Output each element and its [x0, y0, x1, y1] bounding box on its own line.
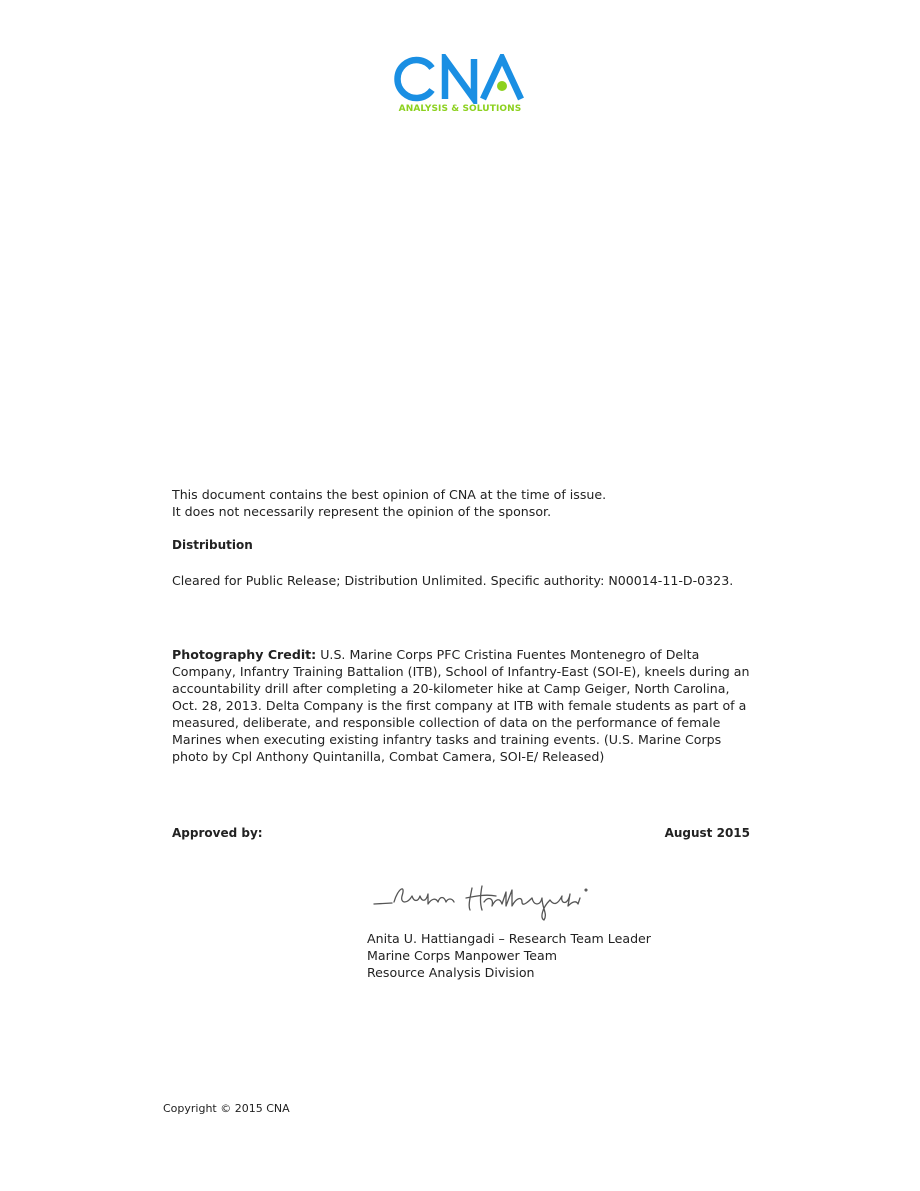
- distribution-heading: Distribution: [172, 538, 253, 552]
- logo-dot: [497, 81, 507, 91]
- photo-credit-text: U.S. Marine Corps PFC Cristina Fuentes Montenegro of Delta Company, Infantry Training Battalion (ITB), School of Infantry-East (SOI-E), kneels during an accountability drill after completing a 20-kilometer hike at Camp Geiger, North Carolina, Oct. 28, 2013. Delta Company is the first company at ITB with female students as part of a measured, deliberate, and responsible collection of data on the performance of female Marines when executing existing infantry tasks and training events. (U.S. Marine Corps photo by Cpl Anthony Quintanilla, Combat Camera, SOI-E/ Released): [172, 647, 750, 764]
- notice-line-1: This document contains the best opinion of CNA at the time of issue.: [172, 487, 607, 502]
- photo-credit-label: Photography Credit:: [172, 647, 317, 662]
- cna-logo: [392, 54, 528, 118]
- signer-team: Marine Corps Manpower Team: [367, 948, 558, 963]
- signature-image: [372, 880, 606, 922]
- approved-by-label: Approved by:: [172, 826, 263, 840]
- photography-credit: [172, 646, 752, 765]
- signer-name-title: Anita U. Hattiangadi – Research Team Leader: [367, 931, 651, 946]
- approval-date: August 2015: [664, 826, 750, 840]
- copyright-notice: Copyright © 2015 CNA: [163, 1102, 290, 1115]
- distribution-text: [172, 572, 733, 589]
- opinion-notice: [172, 486, 606, 520]
- distribution-statement: Cleared for Public Release; Distribution Unlimited. Specific authority: N00014-11-D-0323.: [172, 573, 734, 588]
- notice-line-2: It does not necessarily represent the opinion of the sponsor.: [172, 504, 552, 519]
- logo-tagline: ANALYSIS & SOLUTIONS: [398, 104, 522, 114]
- signer-block: [367, 930, 651, 981]
- cna-logo-mark: [392, 54, 528, 104]
- signer-division: Resource Analysis Division: [367, 965, 535, 980]
- handwritten-signature: [372, 880, 606, 922]
